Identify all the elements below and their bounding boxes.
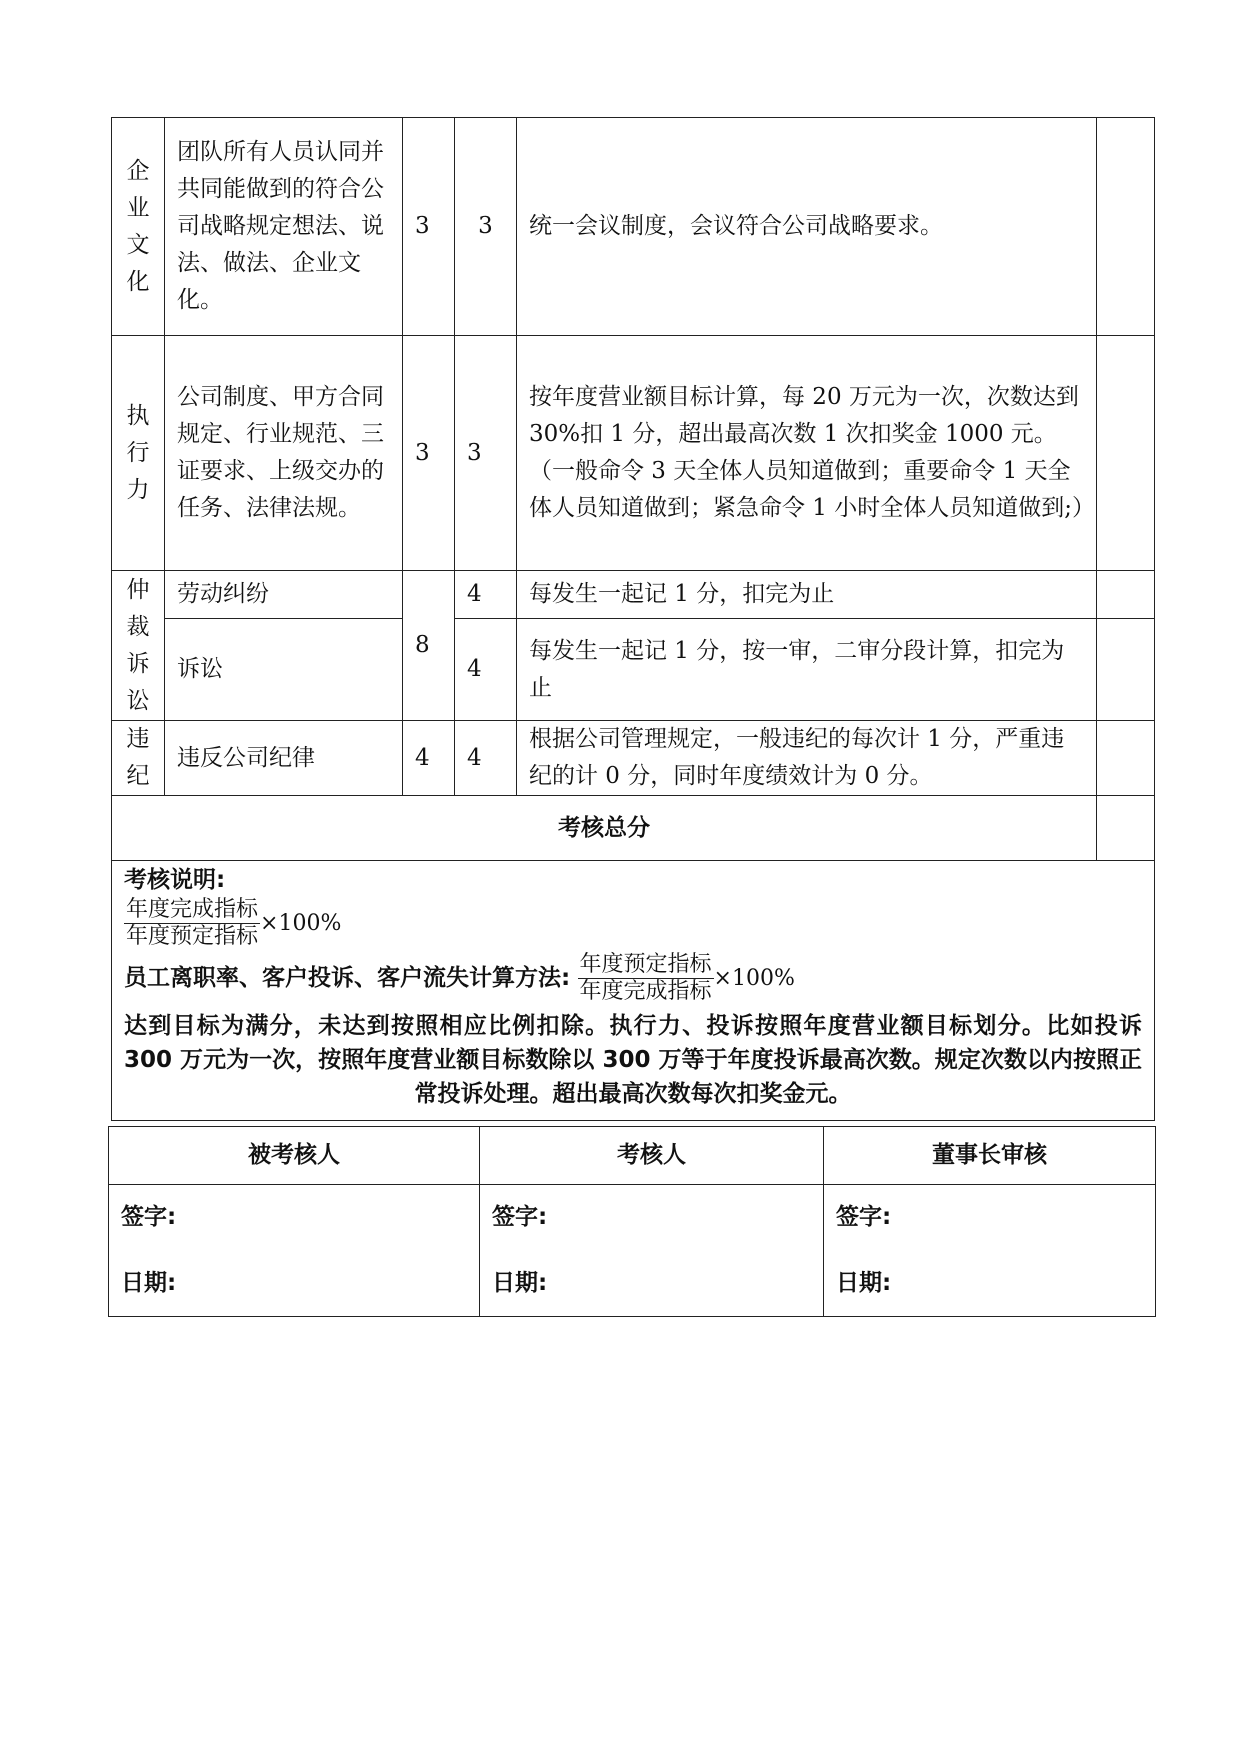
formula-2-label: 员工离职率、客户投诉、客户流失计算方法: (124, 965, 571, 991)
sign-label: 签字: (121, 1204, 177, 1230)
formula-2-line (124, 952, 1142, 1005)
signature-body-row (109, 1185, 1156, 1317)
date-label: 日期: (836, 1270, 892, 1296)
sign-label: 签字: (492, 1204, 548, 1230)
content-cell: 公司制度、甲方合同规定、行业规范、三证要求、上级交办的任务、法律法规。 (165, 336, 403, 571)
category-cell: 仲 裁 诉 讼 (112, 571, 165, 721)
assessment-table (111, 117, 1155, 1121)
header-chairman-review: 董事长审核 (824, 1127, 1156, 1185)
total-row (112, 796, 1155, 861)
table-row (112, 721, 1155, 796)
category-cell: 违 纪 (112, 721, 165, 796)
signature-header-row (109, 1127, 1156, 1185)
assessor-sign-cell (480, 1185, 824, 1317)
notes-paragraph: 达到目标为满分，未达到按照相应比例扣除。执行力、投诉按照年度营业额目标划分。比如投诉 300 万元为一次，按照年度营业额目标数除以 300 万等于年度投诉最高次数。规定次数以内按照正常投诉处理。超出最高次数每次扣奖金元。 (124, 1013, 1142, 1107)
formula-1 (124, 897, 1142, 950)
result-cell (1097, 571, 1155, 619)
category-cell: 执 行 力 (112, 336, 165, 571)
weight-cell: 4 (403, 721, 455, 796)
formula-2-denominator: 年度完成指标 (579, 979, 712, 1004)
score-cell: 3 (455, 336, 517, 571)
content-cell: 违反公司纪律 (165, 721, 403, 796)
category-cell: 企 业 文 化 (112, 118, 165, 336)
table-row (112, 336, 1155, 571)
score-cell: 4 (455, 619, 517, 721)
formula-1-denominator: 年度预定指标 (126, 924, 259, 949)
result-cell (1097, 721, 1155, 796)
content-cell: 诉讼 (165, 619, 403, 721)
table-row (112, 619, 1155, 721)
content-cell: 劳动纠纷 (165, 571, 403, 619)
result-cell (1097, 619, 1155, 721)
table-row (112, 118, 1155, 336)
notes-cell (112, 861, 1155, 1121)
formula-1-numerator: 年度完成指标 (126, 897, 259, 922)
criteria-cell: 每发生一起记 1 分，按一审，二审分段计算，扣完为止 (517, 619, 1097, 721)
score-cell: 4 (455, 721, 517, 796)
signature-table (108, 1126, 1156, 1317)
total-value-cell (1097, 796, 1155, 861)
weight-cell: 3 (403, 118, 455, 336)
notes-title: 考核说明: (124, 867, 226, 893)
weight-cell: 8 (403, 571, 455, 721)
assessee-sign-cell (109, 1185, 480, 1317)
notes-row (112, 861, 1155, 1121)
criteria-cell: 统一会议制度，会议符合公司战略要求。 (517, 118, 1097, 336)
score-cell: 3 (455, 118, 517, 336)
table-row (112, 571, 1155, 619)
formula-2-numerator: 年度预定指标 (579, 952, 712, 977)
result-cell (1097, 336, 1155, 571)
date-label: 日期: (492, 1270, 548, 1296)
formula-1-multiplier: ×100% (260, 911, 342, 936)
formula-2-multiplier: ×100% (713, 966, 795, 991)
weight-cell: 3 (403, 336, 455, 571)
header-assessee: 被考核人 (109, 1127, 480, 1185)
sign-label: 签字: (836, 1204, 892, 1230)
result-cell (1097, 118, 1155, 336)
content-cell: 团队所有人员认同并共同能做到的符合公司战略规定想法、说法、做法、企业文化。 (165, 118, 403, 336)
total-label: 考核总分 (112, 796, 1097, 861)
criteria-cell: 根据公司管理规定，一般违纪的每次计 1 分，严重违纪的计 0 分，同时年度绩效计为 0 分。 (517, 721, 1097, 796)
criteria-cell: 按年度营业额目标计算，每 20 万元为一次，次数达到 30%扣 1 分，超出最高次数 1 次扣奖金 1000 元。（一般命令 3 天全体人员知道做到；重要命令 1 天全体人员知道做到；紧急命令 1 小时全体人员知道做到;） (517, 336, 1097, 571)
header-assessor: 考核人 (480, 1127, 824, 1185)
chairman-sign-cell (824, 1185, 1156, 1317)
date-label: 日期: (121, 1270, 177, 1296)
criteria-cell: 每发生一起记 1 分，扣完为止 (517, 571, 1097, 619)
score-cell: 4 (455, 571, 517, 619)
